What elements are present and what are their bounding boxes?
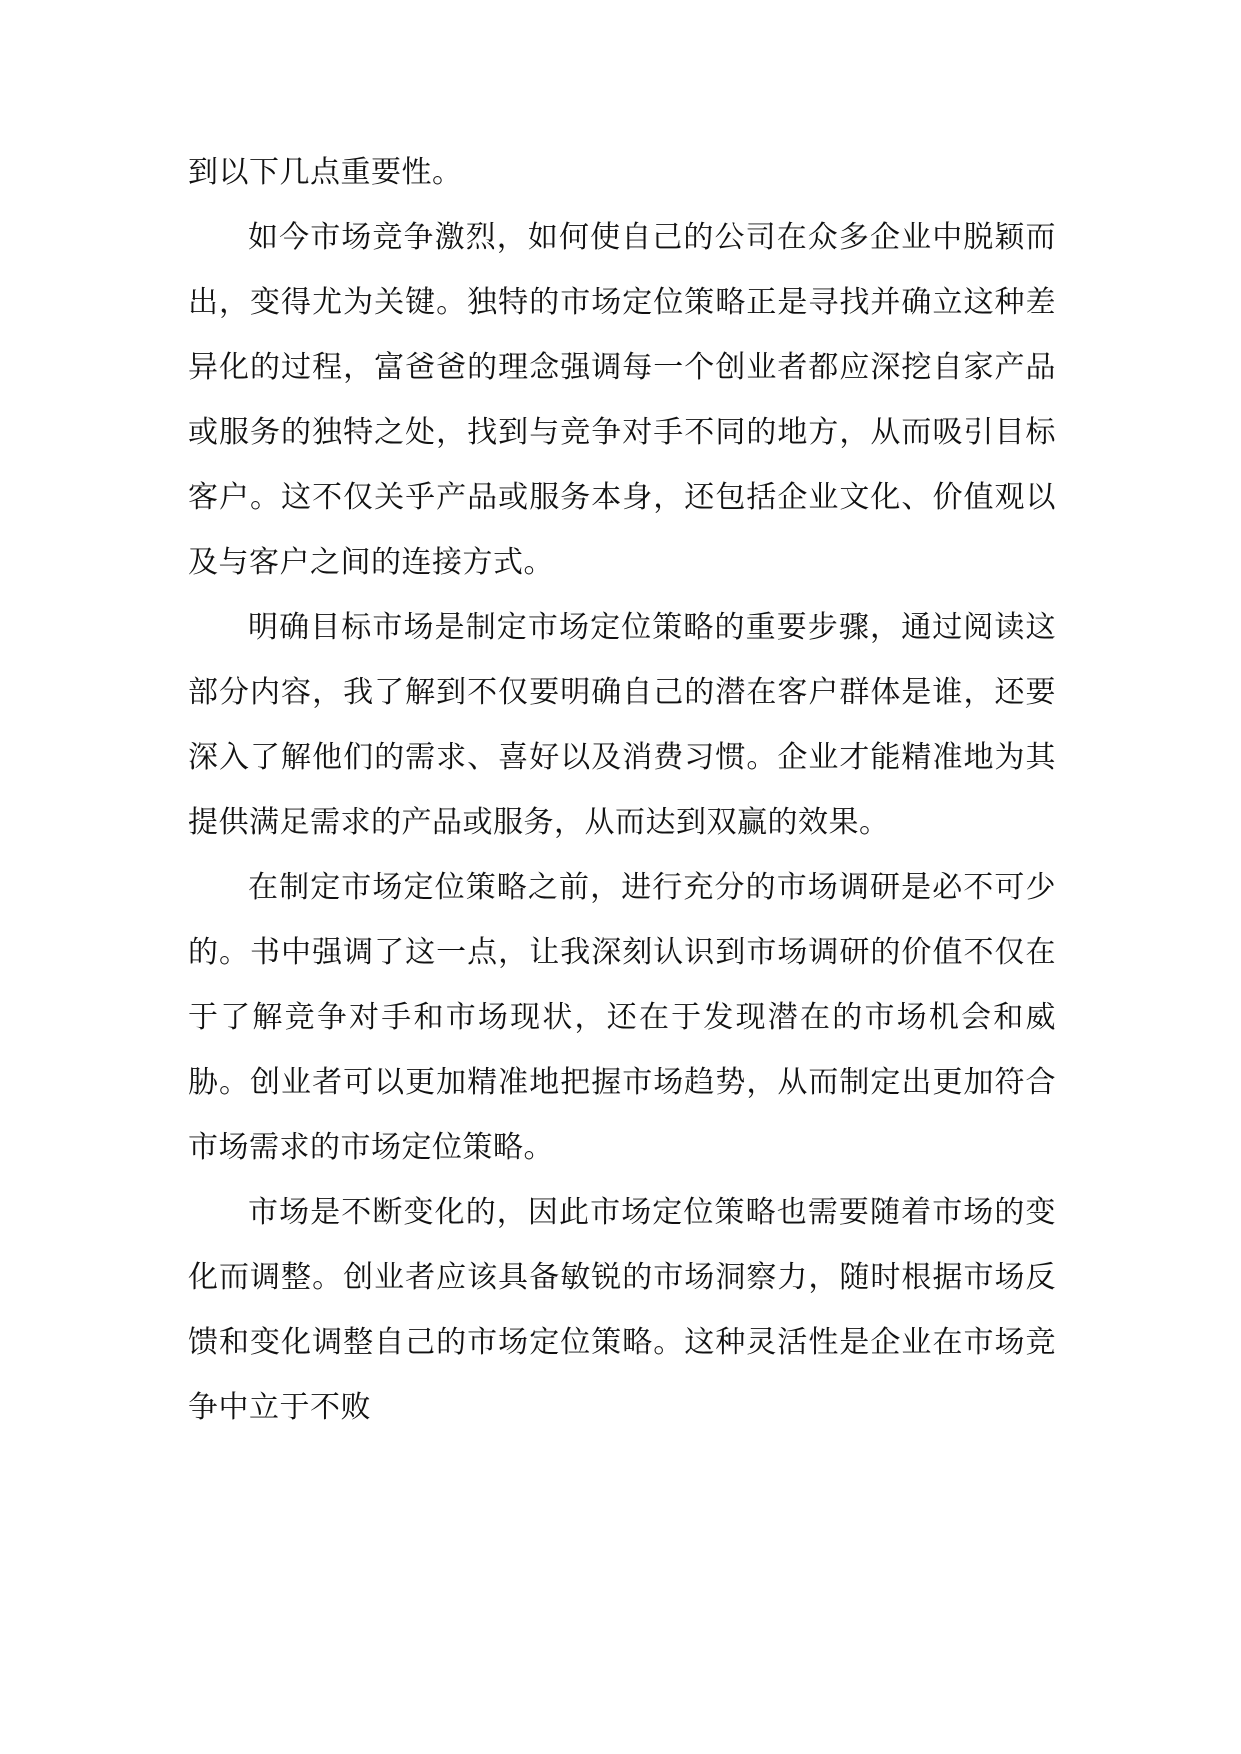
body-text [188, 140, 1056, 1440]
paragraph-market-research: 在制定市场定位策略之前，进行充分的市场调研是必不可少的。书中强调了这一点，让我深刻认识到市场调研的价值不仅在于了解竞争对手和市场现状，还在于发现潜在的市场机会和威胁。创业者可以更加精准地把握市场趋势，从而制定出更加符合市场需求的市场定位策略。 [188, 870, 1056, 1165]
paragraph-differentiation: 如今市场竞争激烈，如何使自己的公司在众多企业中脱颖而出，变得尤为关键。独特的市场定位策略正是寻找并确立这种差异化的过程，富爸爸的理念强调每一个创业者都应深挖自家产品或服务的独特之处，找到与竞争对手不同的地方，从而吸引目标客户。这不仅关乎产品或服务本身，还包括企业文化、价值观以及与客户之间的连接方式。 [188, 220, 1056, 580]
paragraph-continued: 到以下几点重要性。 [188, 155, 463, 190]
paragraph-adaptation: 市场是不断变化的，因此市场定位策略也需要随着市场的变化而调整。创业者应该具备敏锐的市场洞察力，随时根据市场反馈和变化调整自己的市场定位策略。这种灵活性是企业在市场竞争中立于不败 [188, 1195, 1056, 1425]
paragraph-target-market: 明确目标市场是制定市场定位策略的重要步骤，通过阅读这部分内容，我了解到不仅要明确自己的潜在客户群体是谁，还要深入了解他们的需求、喜好以及消费习惯。企业才能精准地为其提供满足需求的产品或服务，从而达到双赢的效果。 [188, 610, 1056, 840]
